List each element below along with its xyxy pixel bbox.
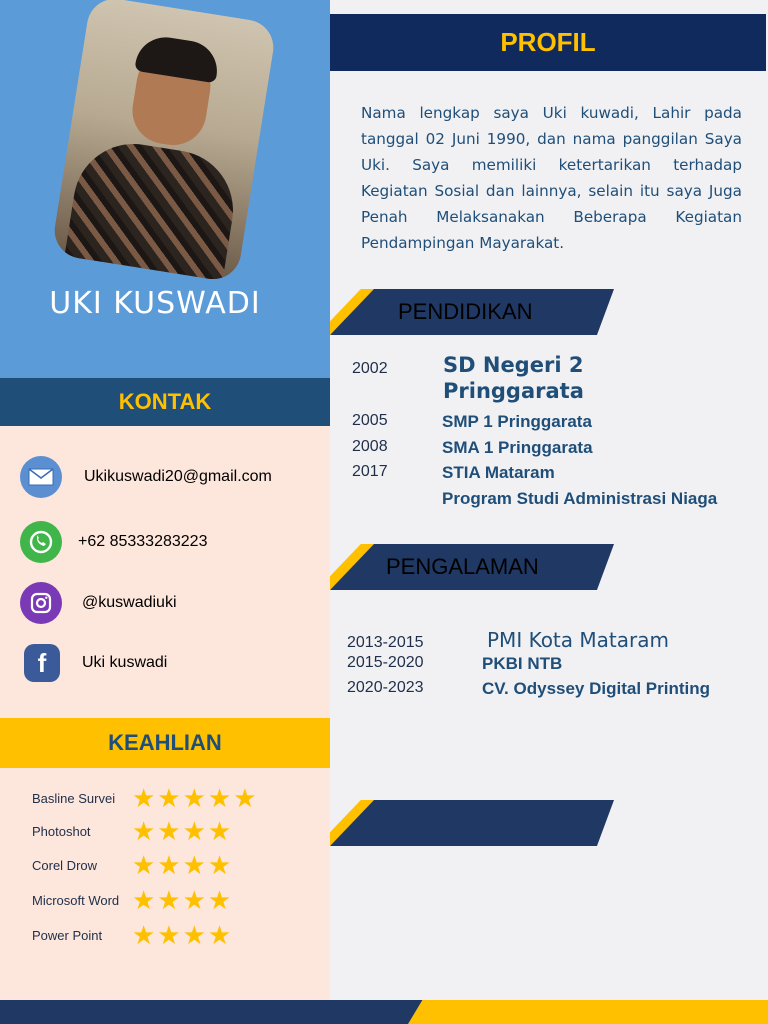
experience-row (347, 628, 669, 652)
pengalaman-heading: PENGALAMAN (386, 554, 539, 579)
skill-row (32, 887, 233, 913)
skill-stars: ★★★★ (132, 816, 234, 846)
email-text[interactable]: Ukikuswadi20@gmail.com (84, 468, 272, 485)
left-column (0, 0, 330, 1024)
person-name: UKI KUSWADI (49, 286, 261, 321)
education-year: 2002 (352, 360, 388, 377)
education-school: SD Negeri 2 Pringgarata (443, 353, 584, 403)
pendidikan-heading: PENDIDIKAN (398, 299, 533, 324)
experience-row (347, 679, 710, 699)
experience-org: PMI Kota Mataram (487, 628, 669, 652)
whatsapp-icon (20, 521, 62, 563)
skill-label: Basline Survei (32, 790, 116, 806)
experience-row (347, 654, 562, 674)
contact-instagram[interactable] (20, 582, 177, 624)
profil-text: Nama lengkap saya Uki kuwadi, Lahir pada tanggal 02 Juni 1990, dan nama panggilan Saya Uki. Saya memiliki ketertarikan terhadap Kegiatan Sosial dan lainnya, selain itu saya Juga Penah Melaksanakan Beberapa Kegiatan Pendampingan Mayarakat. (361, 104, 742, 252)
education-school: SMP 1 Pringgarata (442, 412, 592, 431)
skill-stars: ★★★★★ (132, 783, 259, 813)
experience-year: 2015-2020 (347, 654, 424, 671)
skill-row (32, 922, 233, 948)
skill-label: Microsoft Word (32, 892, 120, 908)
pendidikan-ribbon (330, 289, 614, 335)
phone-text[interactable]: +62 85333283223 (78, 533, 208, 550)
kontak-heading: KONTAK (0, 378, 330, 426)
education-year (352, 489, 442, 509)
education-row (352, 412, 592, 432)
footer-accent (408, 1000, 768, 1024)
skill-stars: ★★★★ (132, 920, 234, 950)
email-icon (20, 456, 62, 498)
skill-row (32, 852, 233, 878)
experience-org: PKBI NTB (482, 654, 563, 673)
profile-header (0, 0, 330, 378)
pengalaman-ribbon (330, 544, 614, 590)
education-school: Program Studi Administrasi Niaga (442, 489, 718, 508)
education-year: 2008 (352, 438, 388, 455)
education-school: SMA 1 Pringgarata (442, 438, 593, 457)
facebook-icon: f (24, 644, 60, 682)
education-year: 2005 (352, 412, 388, 429)
education-row (352, 438, 593, 458)
skill-stars: ★★★★ (132, 885, 234, 915)
skill-row (32, 818, 233, 844)
empty-ribbon (330, 800, 614, 846)
contact-facebook[interactable] (24, 644, 167, 682)
skill-stars: ★★★★ (132, 850, 234, 880)
contact-phone[interactable] (20, 521, 207, 563)
experience-year: 2020-2023 (347, 679, 424, 696)
skill-row (32, 785, 259, 811)
skill-label: Corel Drow (32, 857, 98, 873)
facebook-text[interactable]: Uki kuswadi (82, 654, 168, 671)
education-row (352, 360, 388, 378)
experience-org: CV. Odyssey Digital Printing (482, 679, 710, 698)
keahlian-heading: KEAHLIAN (0, 718, 330, 768)
experience-year: 2013-2015 (347, 634, 424, 651)
education-school: STIA Mataram (442, 463, 555, 482)
profile-photo (51, 0, 278, 283)
education-row (352, 489, 717, 509)
education-year: 2017 (352, 463, 388, 480)
instagram-text[interactable]: @kuswadiuki (82, 594, 177, 611)
skill-label: Power Point (32, 927, 103, 943)
instagram-icon (20, 582, 62, 624)
profil-heading: PROFIL (330, 14, 766, 71)
education-row (352, 463, 555, 483)
contact-email[interactable] (20, 456, 272, 498)
skill-label: Photoshot (32, 823, 91, 839)
